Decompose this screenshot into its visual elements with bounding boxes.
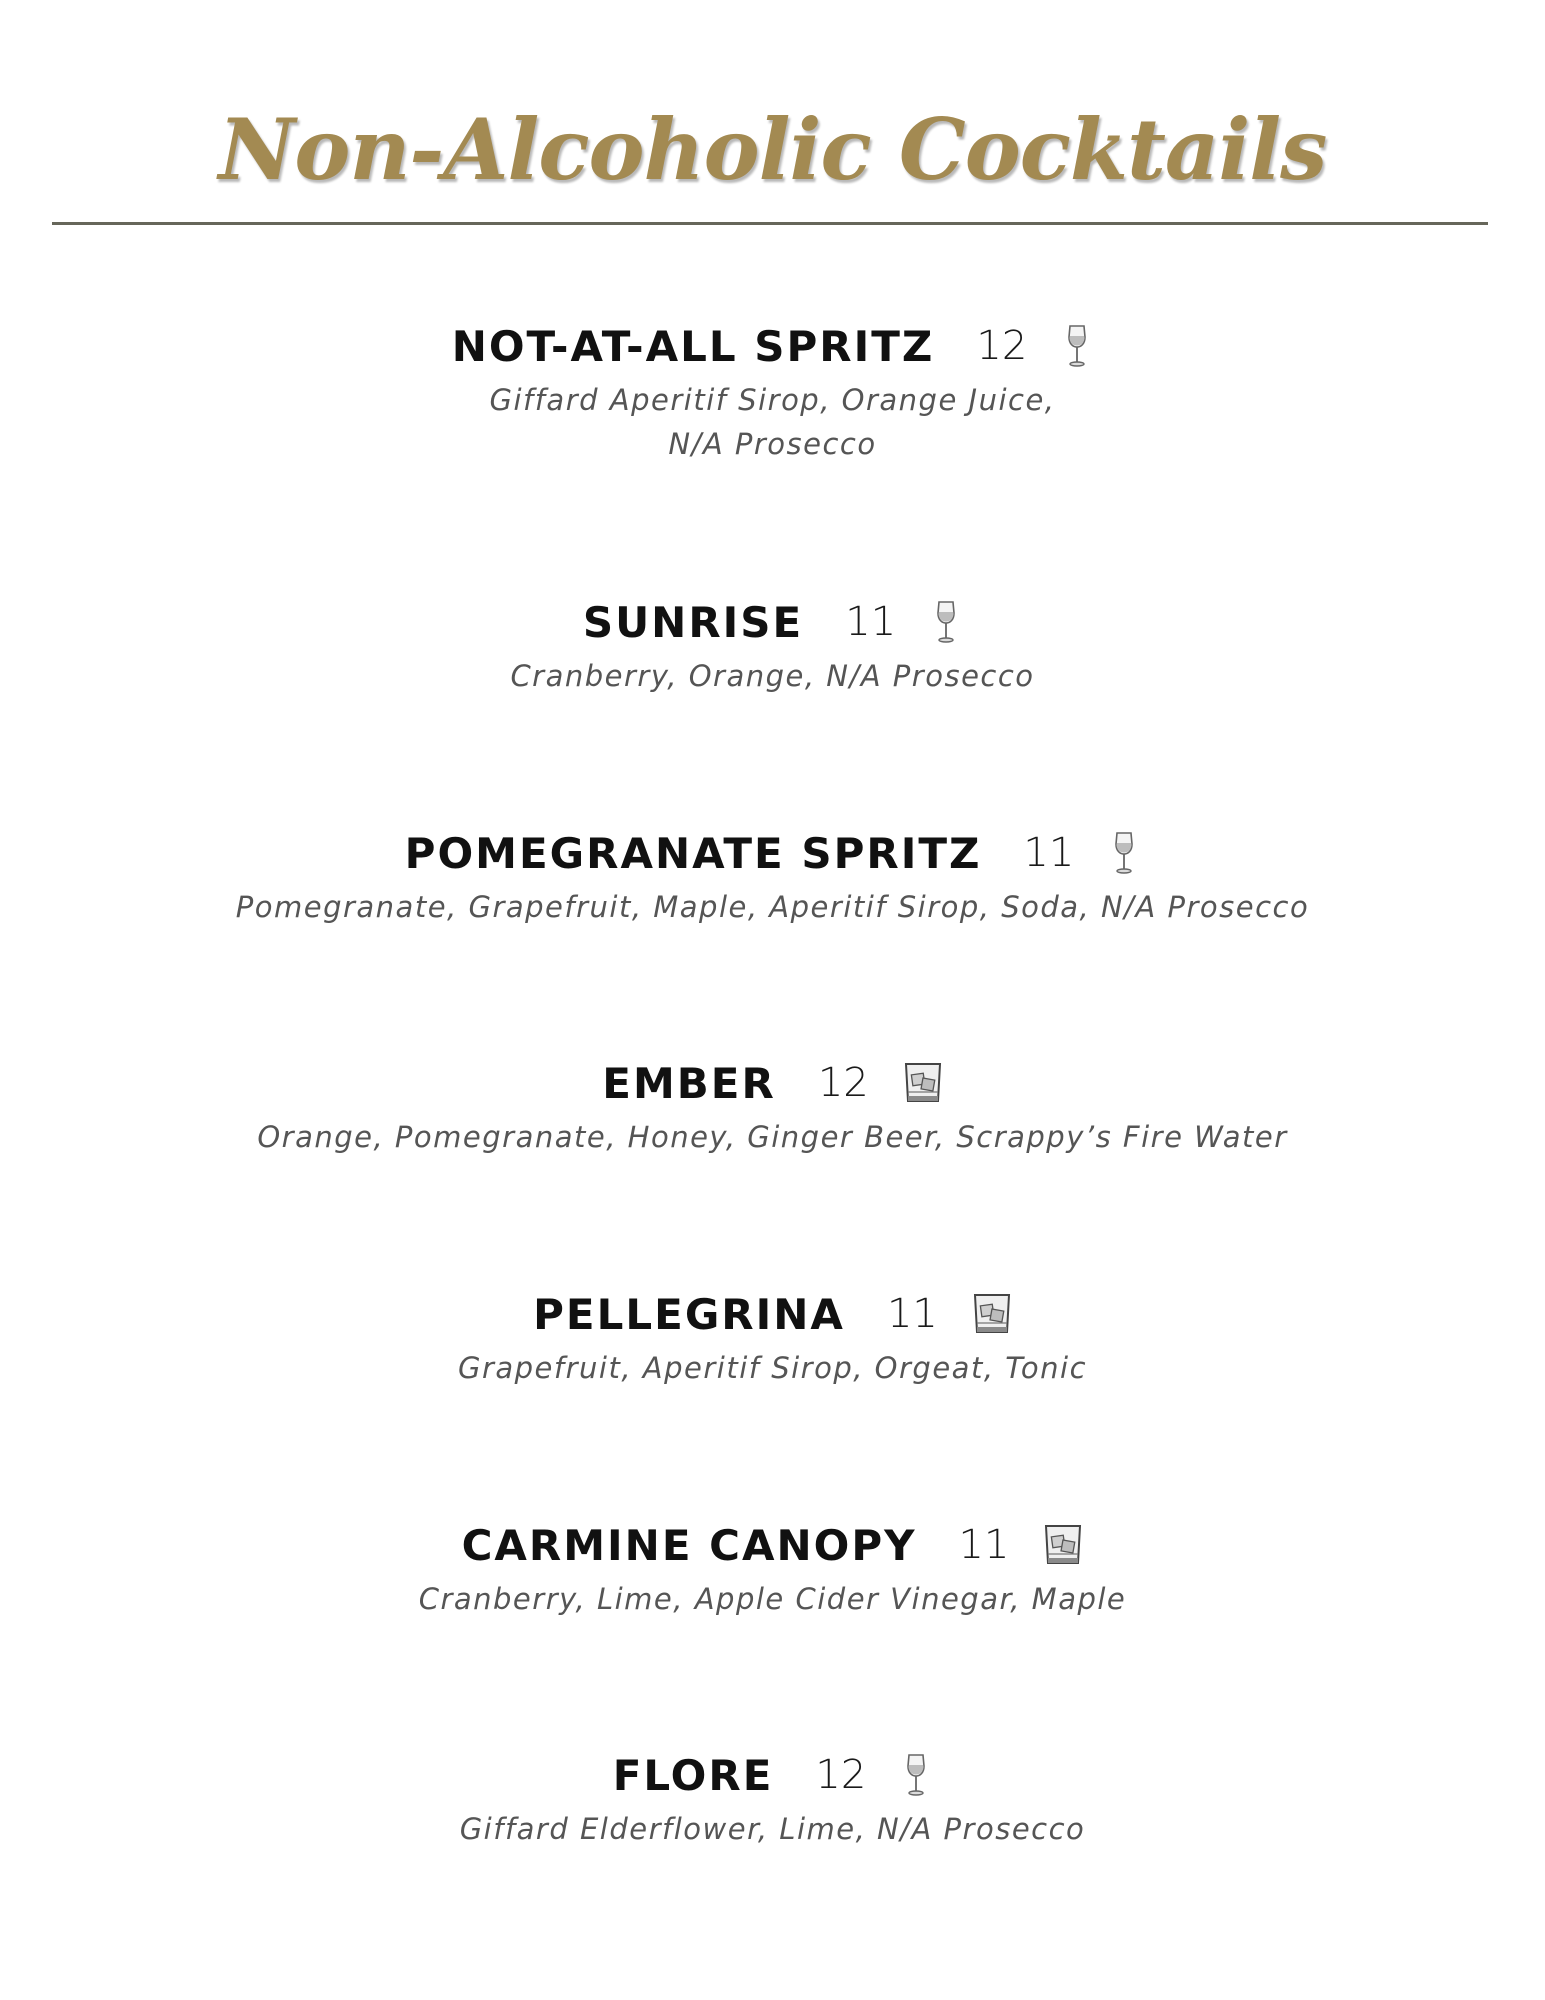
rocks-glass-icon [972, 1291, 1012, 1337]
item-description: Cranberry, Lime, Apple Cider Vinegar, Maple [418, 1582, 1127, 1616]
rocks-glass-icon [903, 1060, 943, 1106]
item-name: NOT-AT-ALL SPRITZ [451, 321, 935, 371]
item-description-line-2: N/A Prosecco [668, 427, 877, 461]
item-name: EMBER [602, 1058, 776, 1108]
item-price: 11 [886, 1291, 938, 1337]
menu-item-ember [0, 1055, 1545, 1159]
item-description: Orange, Pomegranate, Honey, Ginger Beer, Scrappy’s Fire Water [257, 1120, 1288, 1154]
menu-item-sunrise [0, 594, 1545, 698]
rocks-glass-icon [1043, 1522, 1083, 1568]
item-description: Cranberry, Orange, N/A Prosecco [510, 659, 1035, 693]
item-name: FLORE [612, 1750, 774, 1800]
wine-glass-icon [930, 599, 962, 645]
item-price: 12 [976, 323, 1028, 369]
item-description: Grapefruit, Aperitif Sirop, Orgeat, Tonic [457, 1351, 1088, 1385]
item-name: CARMINE CANOPY [461, 1520, 917, 1570]
item-price: 12 [817, 1060, 869, 1106]
menu-item-pomegranate-spritz [0, 825, 1545, 929]
item-name: POMEGRANATE SPRITZ [404, 828, 982, 878]
menu-item-not-at-all-spritz [0, 318, 1545, 466]
item-price: 11 [958, 1522, 1010, 1568]
page-title: Non-Alcoholic Cocktails [218, 100, 1327, 199]
wine-glass-icon [1108, 830, 1140, 876]
item-description: Giffard Aperitif Sirop, Orange Juice, [489, 383, 1056, 417]
item-description: Pomegranate, Grapefruit, Maple, Aperitif Sirop, Soda, N/A Prosecco [235, 890, 1310, 924]
item-price: 11 [845, 599, 897, 645]
menu-item-carmine-canopy [0, 1517, 1545, 1621]
menu-item-flore [0, 1747, 1545, 1851]
item-name: SUNRISE [582, 597, 804, 647]
item-price: 11 [1023, 830, 1075, 876]
item-name: PELLEGRINA [533, 1289, 845, 1339]
item-price: 12 [815, 1752, 867, 1798]
menu-item-pellegrina [0, 1286, 1545, 1390]
item-description: Giffard Elderflower, Lime, N/A Prosecco [459, 1812, 1086, 1846]
wine-glass-icon [900, 1752, 932, 1798]
wine-glass-icon [1061, 323, 1093, 369]
title-divider [52, 222, 1488, 225]
